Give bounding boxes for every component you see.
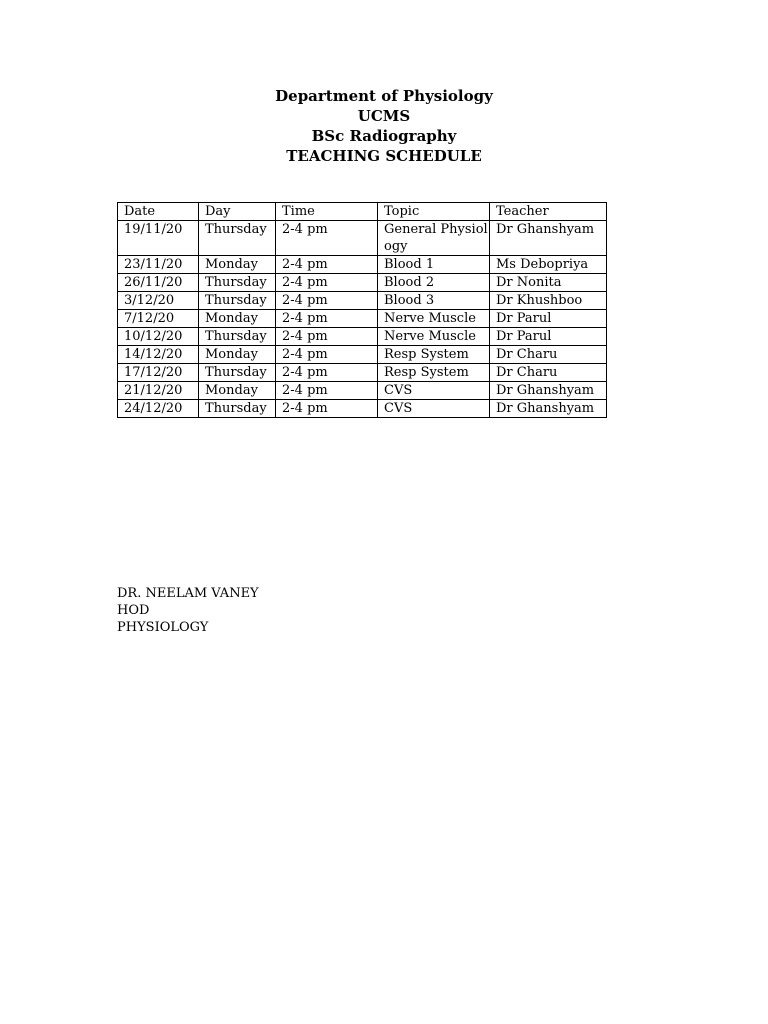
table-row: [118, 400, 607, 418]
cell-topic: CVS: [378, 382, 490, 400]
table-row: [118, 310, 607, 328]
cell-teacher: Dr Charu: [490, 364, 607, 382]
signatory-name: DR. NEELAM VANEY: [117, 586, 259, 601]
cell-day: Monday: [199, 346, 276, 364]
signatory-title: HOD: [117, 603, 150, 618]
cell-topic: Nerve Muscle: [378, 328, 490, 346]
cell-date: 19/11/20: [118, 221, 199, 256]
cell-date: 26/11/20: [118, 274, 199, 292]
institution-name: UCMS: [357, 107, 411, 125]
cell-topic: CVS: [378, 400, 490, 418]
cell-time: 2-4 pm: [276, 221, 378, 256]
cell-time: 2-4 pm: [276, 364, 378, 382]
table-row: [118, 221, 607, 256]
cell-day: Thursday: [199, 274, 276, 292]
cell-time: 2-4 pm: [276, 274, 378, 292]
cell-teacher: Dr Khushboo: [490, 292, 607, 310]
cell-topic: Blood 1: [378, 256, 490, 274]
signature-block: [117, 585, 259, 636]
cell-day: Monday: [199, 382, 276, 400]
table-header-row: [118, 203, 607, 221]
header-time: Time: [276, 203, 378, 221]
course-name: BSc Radiography: [311, 127, 457, 145]
cell-date: 24/12/20: [118, 400, 199, 418]
cell-teacher: Dr Charu: [490, 346, 607, 364]
table-row: [118, 256, 607, 274]
cell-time: 2-4 pm: [276, 382, 378, 400]
cell-teacher: Dr Parul: [490, 328, 607, 346]
cell-teacher: Dr Ghanshyam: [490, 400, 607, 418]
cell-time: 2-4 pm: [276, 256, 378, 274]
cell-teacher: Dr Parul: [490, 310, 607, 328]
cell-time: 2-4 pm: [276, 292, 378, 310]
cell-topic: Blood 2: [378, 274, 490, 292]
table-row: [118, 364, 607, 382]
department-title: Department of Physiology: [275, 87, 493, 105]
cell-time: 2-4 pm: [276, 310, 378, 328]
schedule-title: TEACHING SCHEDULE: [286, 147, 482, 165]
signatory-department: PHYSIOLOGY: [117, 620, 209, 635]
table-row: [118, 274, 607, 292]
cell-date: 14/12/20: [118, 346, 199, 364]
cell-topic: Blood 3: [378, 292, 490, 310]
cell-time: 2-4 pm: [276, 328, 378, 346]
cell-date: 21/12/20: [118, 382, 199, 400]
teaching-schedule-table: [117, 202, 607, 418]
cell-teacher: Ms Debopriya: [490, 256, 607, 274]
cell-topic: Nerve Muscle: [378, 310, 490, 328]
cell-teacher: Dr Nonita: [490, 274, 607, 292]
cell-day: Thursday: [199, 328, 276, 346]
cell-date: 17/12/20: [118, 364, 199, 382]
cell-topic: Resp System: [378, 346, 490, 364]
cell-date: 3/12/20: [118, 292, 199, 310]
cell-time: 2-4 pm: [276, 346, 378, 364]
header-date: Date: [118, 203, 199, 221]
cell-date: 23/11/20: [118, 256, 199, 274]
header-teacher: Teacher: [490, 203, 607, 221]
cell-day: Thursday: [199, 364, 276, 382]
table-row: [118, 382, 607, 400]
cell-date: 7/12/20: [118, 310, 199, 328]
cell-date: 10/12/20: [118, 328, 199, 346]
cell-topic: General Physiology: [378, 221, 490, 256]
table-row: [118, 328, 607, 346]
table-row: [118, 346, 607, 364]
cell-teacher: Dr Ghanshyam: [490, 382, 607, 400]
cell-teacher: Dr Ghanshyam: [490, 221, 607, 256]
cell-day: Monday: [199, 310, 276, 328]
header-day: Day: [199, 203, 276, 221]
header-topic: Topic: [378, 203, 490, 221]
cell-day: Thursday: [199, 292, 276, 310]
cell-time: 2-4 pm: [276, 400, 378, 418]
cell-day: Thursday: [199, 221, 276, 256]
table-row: [118, 292, 607, 310]
cell-day: Monday: [199, 256, 276, 274]
cell-topic: Resp System: [378, 364, 490, 382]
cell-day: Thursday: [199, 400, 276, 418]
document-heading: [0, 86, 768, 166]
